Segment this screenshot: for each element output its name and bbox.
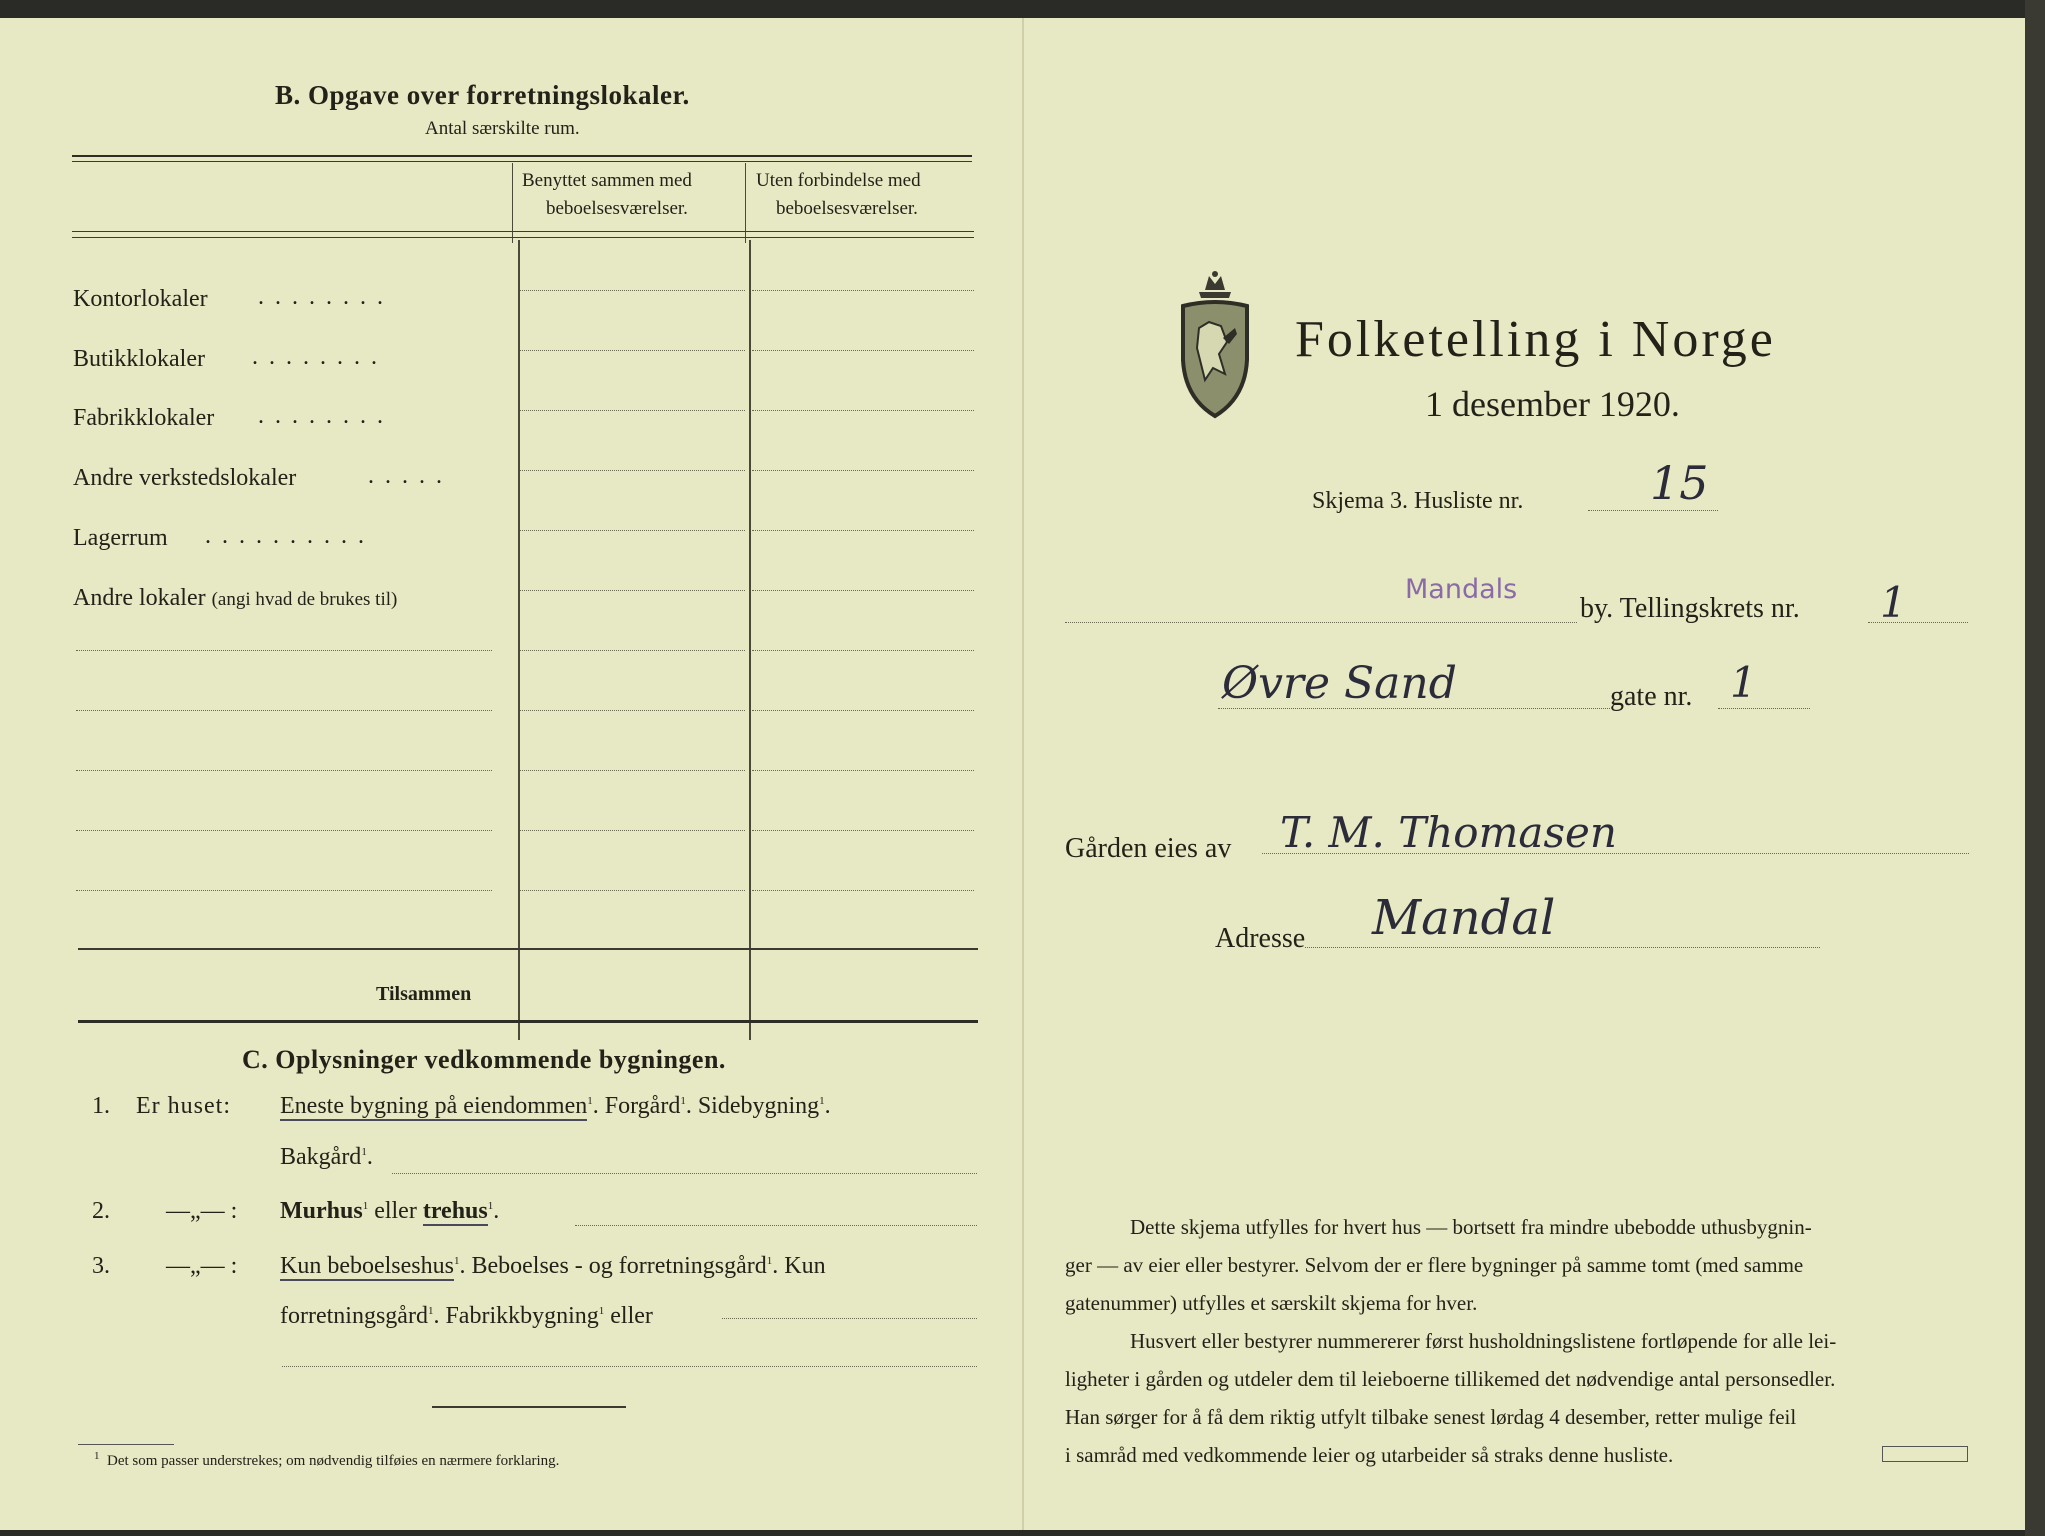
eller-text: eller [368, 1198, 423, 1224]
cell-line [752, 590, 974, 591]
footnote-ref: 1 [819, 1095, 825, 1107]
table-col-divider-2-body [749, 240, 751, 1040]
forretningsgard-option: forretningsgård [280, 1303, 428, 1329]
cell-line [520, 650, 745, 651]
cell-line [752, 290, 974, 291]
bakgard-option: Bakgård [280, 1144, 362, 1170]
c-item-3-fill-line [722, 1318, 977, 1319]
row-label-lagerrum: Lagerrum [73, 525, 168, 551]
owner-label: Gården eies av [1065, 833, 1232, 864]
cell-line [752, 470, 974, 471]
col1-header-line2: beboelsesværelser. [546, 198, 688, 219]
c-item-1-num: 1. [92, 1093, 110, 1119]
cell-line [520, 410, 745, 411]
col2-header-line2: beboelsesværelser. [776, 198, 918, 219]
cell-line [520, 350, 745, 351]
c-item-3-fill-line-2 [282, 1366, 977, 1367]
row-label-andre-verkstedslokaler: Andre verkstedslokaler [73, 465, 297, 491]
address-line [1305, 947, 1820, 948]
footnote-mark: 1 [94, 1450, 100, 1462]
page-fold [1022, 18, 1024, 1530]
scan-edge [2025, 0, 2045, 1536]
beboelses-forretningsgard-option: . Beboelses - og forretningsgård [459, 1253, 767, 1279]
by-line [1065, 622, 1577, 623]
andre-lokaler-label: Andre lokaler [73, 585, 206, 611]
cell-line [520, 890, 745, 891]
street-line [1218, 708, 1610, 709]
instruction-line: ger — av eier eller bestyrer. Selvom der er flere bygninger på samme tomt (med samme [1065, 1253, 1804, 1277]
cell-line [76, 770, 492, 771]
footnote-ref: 1 [453, 1255, 460, 1267]
by-label: by. Tellingskrets nr. [1580, 593, 1800, 624]
header-bottom-rule [72, 231, 974, 232]
footnote-ref: 1 [766, 1255, 773, 1267]
fabrikkbygning-option: . Fabrikkbygning [433, 1303, 599, 1329]
c-item-3-num: 3. [92, 1253, 110, 1279]
cell-line [752, 530, 974, 531]
andre-lokaler-note: (angi hvad de brukes til) [211, 589, 398, 610]
cell-line [76, 710, 492, 711]
instructions-block [1065, 1208, 1970, 1474]
cell-line [520, 470, 745, 471]
row-label-fabrikklokaler: Fabrikklokaler [73, 405, 215, 431]
footnote-ref: 1 [587, 1095, 593, 1107]
gate-number: 1 [1730, 658, 1757, 707]
forgard-option: . Forgård [592, 1093, 681, 1119]
cell-line [752, 830, 974, 831]
total-rule [78, 948, 978, 950]
header-bottom-rule-2 [72, 237, 974, 238]
c-item-2-fill-line [575, 1225, 977, 1226]
schema-label: Skjema 3. Husliste nr. [1312, 488, 1524, 514]
row-leader: ........ [258, 284, 394, 310]
c-item-2-text: Murhus$^1$ eller trehus$^1$. [280, 1198, 500, 1224]
footnote-text: Det som passer understrekes; om nødvendig tilføies en nærmere forklaring. [107, 1453, 560, 1469]
by-stamp: Mandals [1405, 574, 1518, 605]
instruction-line: Husvert eller bestyrer nummererer først husholdningslistene fortløpende for alle lei- [1130, 1329, 1837, 1353]
footnote-ref: 1 [598, 1305, 605, 1317]
cell-line [752, 350, 974, 351]
table-top-rule [72, 155, 972, 157]
cell-line [520, 530, 745, 531]
c-item-2-num: 2. [92, 1198, 110, 1224]
footnote-ref: 1 [680, 1095, 686, 1107]
eller-text: eller [604, 1303, 653, 1329]
row-leader: ........ [258, 403, 394, 429]
table-bottom-rule [78, 1020, 978, 1023]
cell-line [76, 650, 492, 651]
form-title: Folketelling i Norge [1295, 311, 1776, 368]
cell-line [752, 410, 974, 411]
cell-line [752, 890, 974, 891]
cell-line [76, 830, 492, 831]
address-value: Mandal [1372, 890, 1556, 946]
husliste-line [1588, 510, 1718, 511]
trehus-option: trehus [422, 1198, 488, 1224]
section-c-title: C. Oplysninger vedkommende bygningen. [242, 1045, 726, 1074]
cell-line [752, 770, 974, 771]
kun-text: . Kun [772, 1253, 826, 1279]
cell-line [752, 650, 974, 651]
row-leader: ..... [368, 463, 453, 489]
c-item-3-text [280, 1253, 826, 1280]
instruction-line: ligheter i gården og utdeler dem til leieboerne tillikemed det nødvendige antal personsedler. [1065, 1367, 1836, 1391]
row-leader: ........ [252, 344, 388, 370]
instruction-line: Dette skjema utfylles for hvert hus — bortsett fra mindre ubebodde uthusbygnin- [1130, 1215, 1812, 1239]
coat-of-arms-svg [1175, 268, 1255, 438]
cell-line [520, 710, 745, 711]
row-leader: .......... [205, 523, 375, 549]
section-b-title: B. Opgave over forretningslokaler. [275, 80, 690, 110]
c-item-1-lead: Er huset: [136, 1093, 231, 1119]
row-label-butikklokaler: Butikklokaler [73, 346, 205, 372]
eneste-bygning-option: Eneste bygning på eiendommen [280, 1093, 588, 1119]
cell-line [520, 590, 745, 591]
cell-line [76, 890, 492, 891]
cell-line [520, 290, 745, 291]
address-label: Adresse [1215, 923, 1306, 954]
instruction-line: gatenummer) utfylles et særskilt skjema for hver. [1065, 1291, 1478, 1315]
section-b-subtitle: Antal særskilte rum. [425, 118, 580, 139]
murhus-option: Murhus [280, 1198, 363, 1224]
norway-coat-of-arms-icon [1175, 268, 1255, 438]
c-item-3-line2 [280, 1303, 653, 1330]
c-item-1-text: Eneste bygning på eiendommen$^1$. Forgård$^1$. Sidebygning$^1$. [280, 1093, 831, 1119]
instruction-line: Han sørger for å få dem riktig utfylt tilbake senest lørdag 4 desember, retter mulige feil [1065, 1405, 1797, 1429]
krets-line [1868, 622, 1968, 623]
c-item-1-fill-line [392, 1173, 977, 1174]
kun-beboelseshus-option: Kun beboelseshus [280, 1253, 454, 1279]
gate-line [1718, 708, 1810, 709]
row-label-andre-lokaler [73, 585, 397, 612]
c-item-3-lead: —„— : [166, 1253, 238, 1279]
col2-header-line1: Uten forbindelse med [756, 170, 921, 191]
footnote-ref: 1 [487, 1200, 494, 1212]
census-form-sheet [0, 18, 2025, 1530]
krets-number: 1 [1880, 578, 1907, 627]
footnote-ref: 1 [361, 1146, 367, 1158]
footnote [94, 1450, 559, 1470]
owner-name: T. M. Thomasen [1280, 808, 1617, 857]
sidebygning-option: . Sidebygning [685, 1093, 820, 1119]
instruction-line: i samråd med vedkommende leier og utarbeider så straks denne husliste. [1065, 1443, 1674, 1467]
row-label-kontorlokaler: Kontorlokaler [73, 286, 208, 312]
printer-mark [1882, 1446, 1968, 1462]
owner-line [1262, 853, 1969, 854]
table-top-rule-2 [72, 161, 972, 162]
c-item-1-line2: Bakgård$^1$. [280, 1144, 373, 1170]
footnote-ref: 1 [427, 1305, 434, 1317]
footnote-rule [78, 1444, 174, 1445]
husliste-number: 15 [1650, 456, 1709, 510]
cell-line [752, 710, 974, 711]
cell-line [520, 830, 745, 831]
footnote-ref: 1 [362, 1200, 369, 1212]
gate-label: gate nr. [1610, 681, 1693, 712]
total-label: Tilsammen [376, 983, 472, 1005]
section-end-rule [432, 1406, 626, 1408]
form-date: 1 desember 1920. [1425, 384, 1680, 424]
table-col-divider-1-body [518, 240, 520, 1040]
c-item-2-lead: —„— : [166, 1198, 238, 1224]
street-name: Øvre Sand [1222, 658, 1457, 709]
col1-header-line1: Benyttet sammen med [522, 170, 692, 191]
cell-line [520, 770, 745, 771]
